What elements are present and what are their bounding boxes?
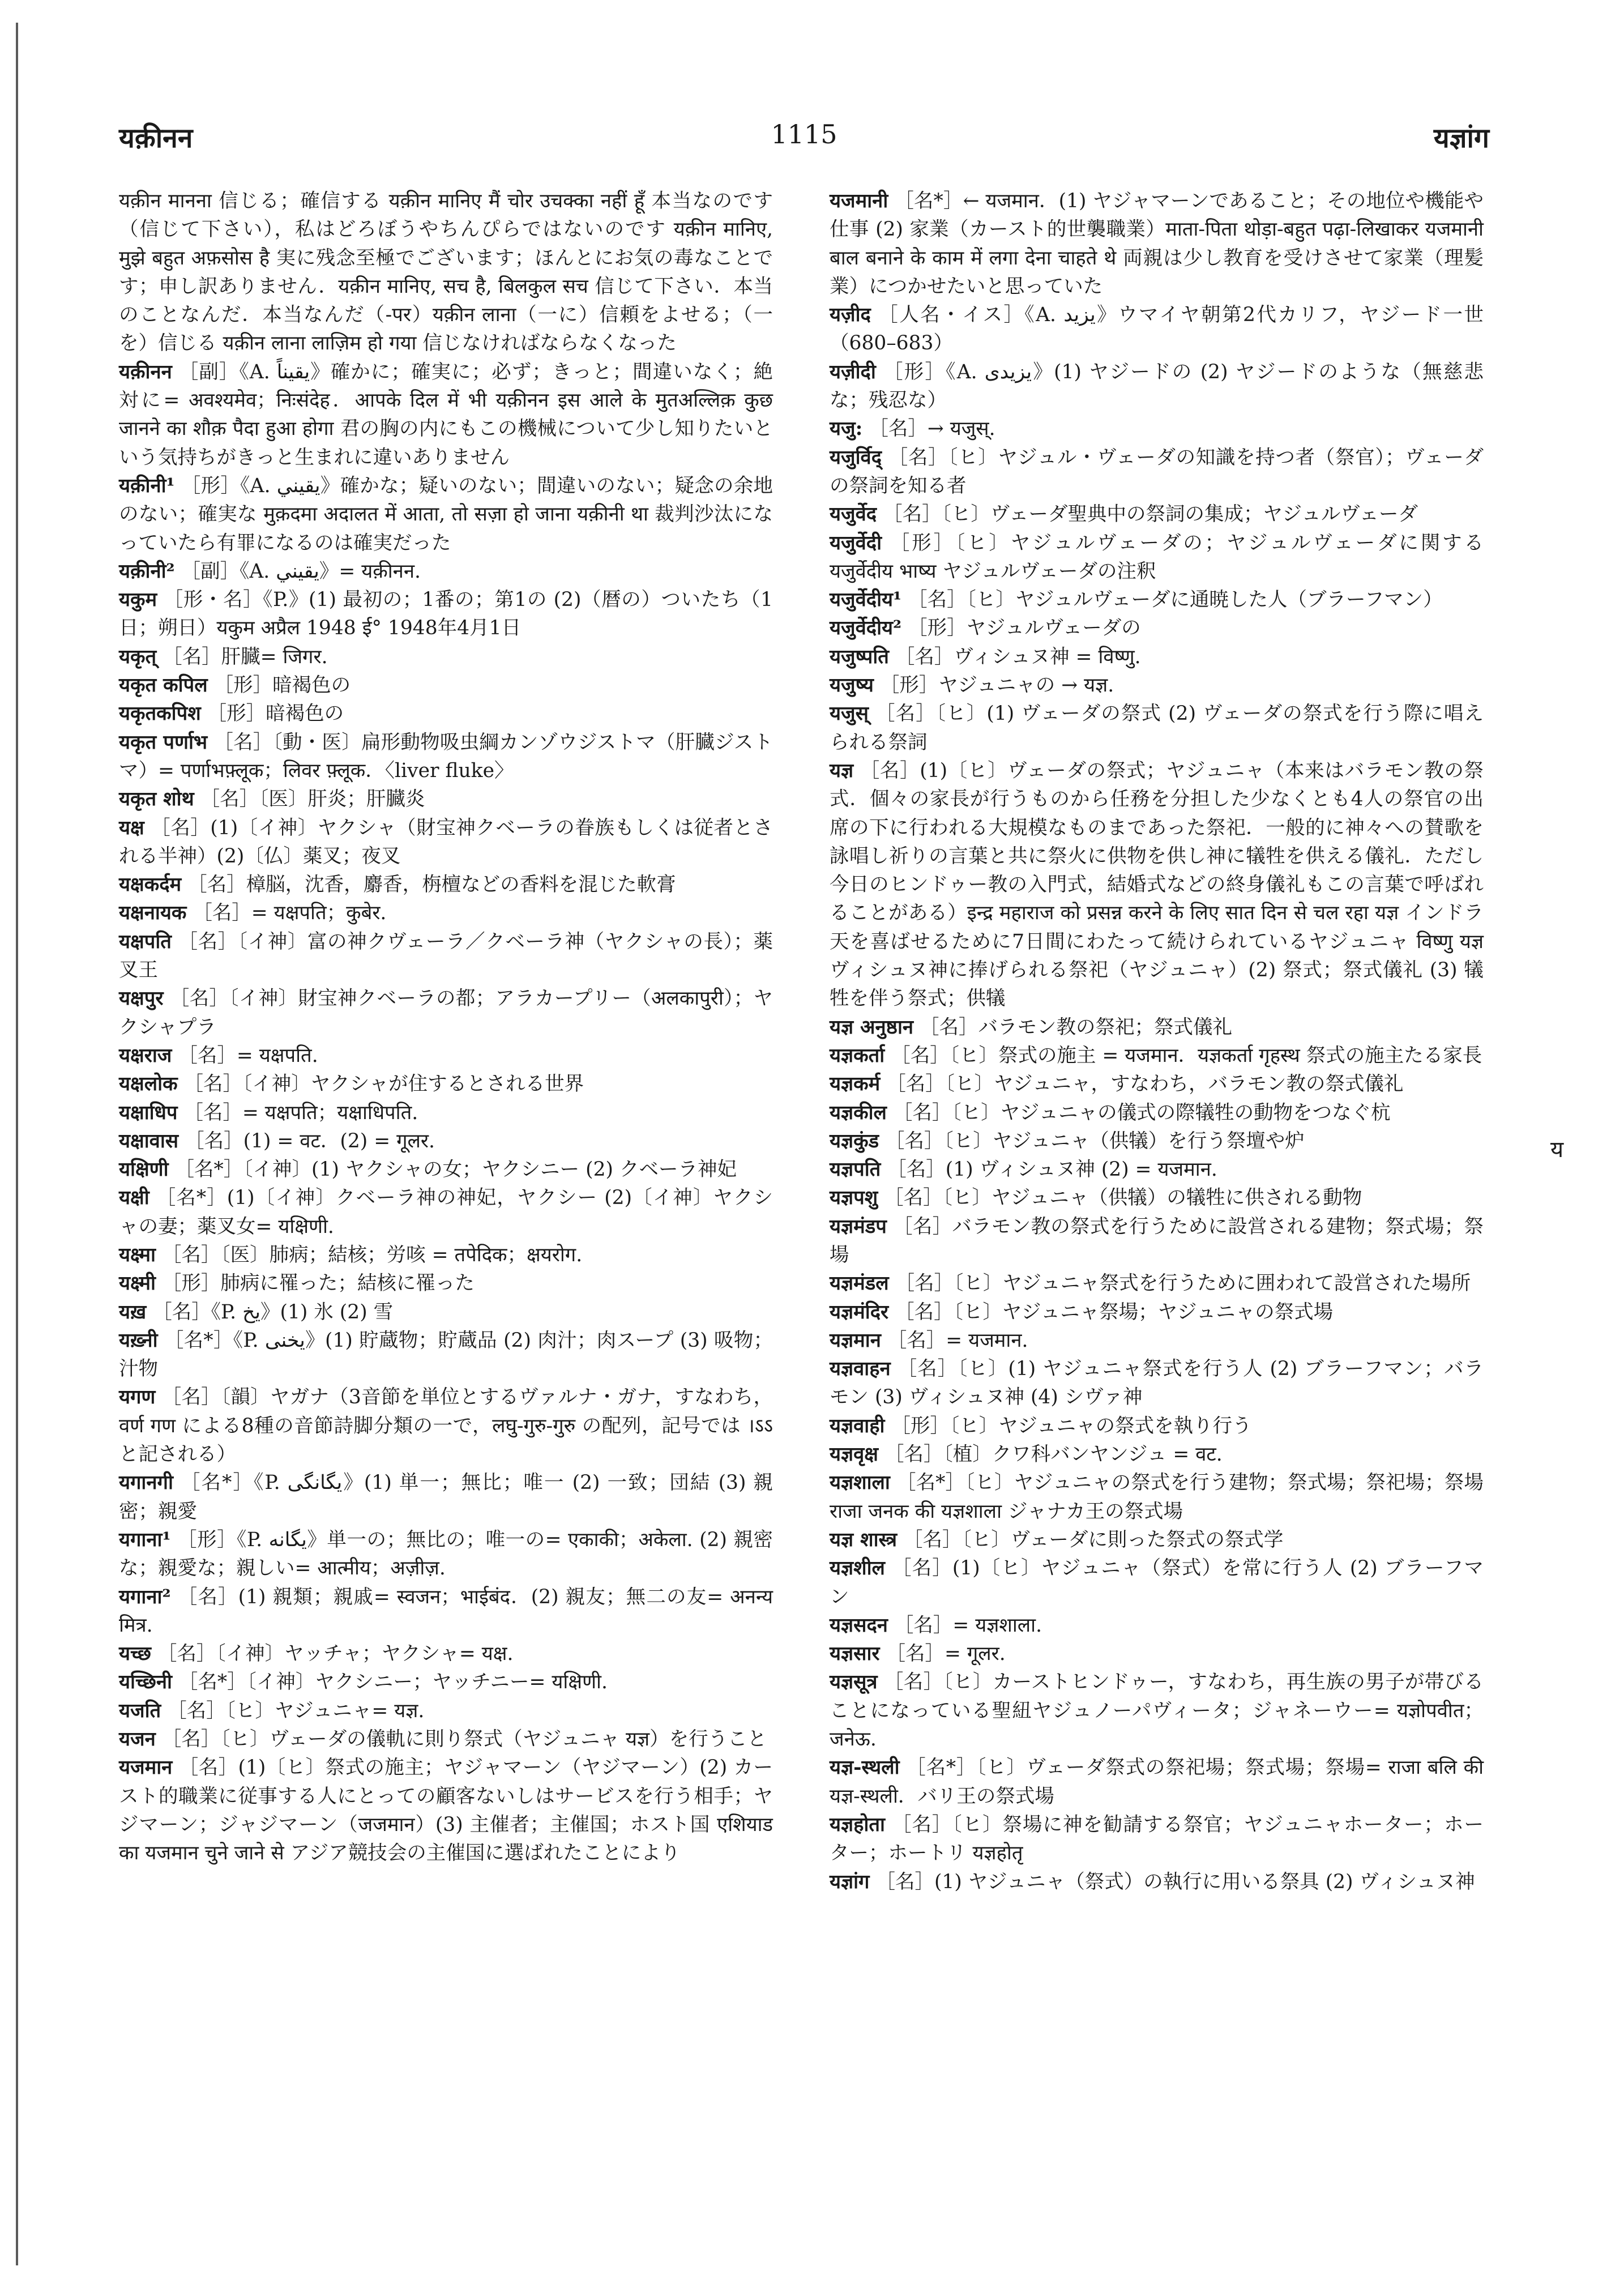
entry-definition: ［副］《A. يقيناً》確かに；確実に；必ず；きっと；間違いなく；絶対に= अवश्यमेव；निःसंदेह．आपके दिल में भी यक़ीनन इस आले के मुतअल्लिक़ कुछ जानने का शौक़ पैदा हुआ होगा 君の胸の内にもこの機械について少し知りたいという気持ちがきっと生まれに違いありません bbox=[119, 360, 773, 469]
entry-definition: ［名］(1) ヤジュニャ（祭式）の執行に用いる祭具 (2) ヴィシュヌ神 bbox=[875, 1870, 1475, 1893]
entry-definition: ［形］《P. يگانه》単一の；無比の；唯一の= एकाकी；अकेला. (2) 親密な；親愛な；親しい= आत्मीय；अज़ीज़. bbox=[119, 1528, 773, 1580]
entry-headword: यख़ bbox=[119, 1300, 147, 1324]
entry-definition: ［名*］《P. يگانگى》(1) 単一；無比；唯一 (2) 一致；団結 (3) 親密；親愛 bbox=[119, 1471, 773, 1523]
entry-headword: यज्ञमंडल bbox=[830, 1272, 889, 1295]
dictionary-entry bbox=[119, 1753, 773, 1867]
entry-headword: यज़ीद bbox=[830, 304, 871, 327]
dictionary-entry bbox=[119, 1184, 773, 1241]
dictionary-entry bbox=[119, 1042, 773, 1070]
dictionary-entry bbox=[830, 1668, 1484, 1753]
entry-definition: ［名］〔イ神〕ヤッチャ；ヤクシャ= यक्ष. bbox=[157, 1642, 514, 1666]
entry-definition: ［名］〔植〕クワ科バンヤンジュ = वट. bbox=[884, 1443, 1223, 1466]
dictionary-entry bbox=[830, 301, 1484, 358]
dictionary-entry bbox=[830, 1127, 1484, 1155]
entry-definition: ［名］(1)〔ヒ〕ヤジュニャ（祭式）を常に行う人 (2) ブラーフマン bbox=[830, 1557, 1484, 1608]
dictionary-entry bbox=[119, 899, 773, 927]
entry-headword: यज्ञवाही bbox=[830, 1414, 885, 1437]
entry-headword: यज्ञमंडप bbox=[830, 1215, 887, 1238]
entry-headword: यजुर्वेदीय² bbox=[830, 617, 902, 640]
entry-headword: यज्ञसदन bbox=[830, 1614, 888, 1637]
entry-headword: यज्ञपशु bbox=[830, 1186, 878, 1210]
entry-headword: यकृत पर्णाभ bbox=[119, 731, 208, 754]
dictionary-entry bbox=[830, 1753, 1484, 1811]
dictionary-entry bbox=[830, 1099, 1484, 1127]
entry-definition: ［名］〔ヒ〕ヤジュニャ（供犠）を行う祭壇や炉 bbox=[885, 1129, 1305, 1153]
entry-definition: ［名］〔ヒ〕ヤジュル・ヴェーダの知識を持つ者（祭官）；ヴェーダの祭詞を知る者 bbox=[830, 446, 1484, 497]
dictionary-entry bbox=[830, 187, 1484, 301]
entry-definition: ［副］《A. يقيني》= यक़ीनन. bbox=[181, 560, 421, 583]
entry-definition: ［形］ヤジュルヴェーダの bbox=[908, 617, 1141, 640]
dictionary-entry bbox=[830, 1326, 1484, 1355]
entry-definition: ［名］(1)〔ヒ〕祭式の施主；ヤジャマーン（ヤジマーン）(2) カースト的職業に従事する人にとっての顧客ないしはサービスを行う相手；ヤジマーン；ジャジマーン（जजमान）(3) 主催者；主催国；ホスト国 एशियाड का यजमान चुने जाने से アジア競技会の主催国に選ばれたことにより bbox=[119, 1756, 773, 1865]
dictionary-entry bbox=[119, 984, 773, 1042]
entry-definition: ［形］〔ヒ〕ヤジュルヴェーダの；ヤジュルヴェーダに関する यजुर्वेदीय भाष्य ヤジュルヴェーダの注釈 bbox=[830, 531, 1484, 583]
entry-definition: ［名*］〔イ神〕(1) ヤクシャの女；ヤクシニー (2) クベーラ神妃 bbox=[174, 1158, 737, 1181]
entry-headword: यच्छ bbox=[119, 1642, 151, 1666]
left-column bbox=[119, 187, 773, 1868]
entry-definition: ［形］《A. يقيني》確かな；疑いのない；間違いのない；疑念の余地のない；確実な मुक़दमा अदालत में आता, तो सज़ा हो जाना यक़ीनी था 裁判沙汰になっていたら有罪になるのは確実だった bbox=[119, 474, 773, 554]
entry-headword: यच्छिनी bbox=[119, 1671, 172, 1694]
entry-headword: यक्ष bbox=[119, 816, 144, 839]
entry-headword: यक्षाधिप bbox=[119, 1101, 178, 1124]
entry-headword: यकृत शोथ bbox=[119, 788, 194, 811]
entry-definition: ［形］《A. يزيدى》(1) ヤジードの (2) ヤジードのような（無慈悲な；残忍な） bbox=[830, 360, 1484, 412]
dictionary-entry bbox=[119, 728, 773, 786]
entry-headword: यजमानी bbox=[830, 190, 888, 212]
entry-definition: ［名］バラモン教の祭式を行うために設営される建物；祭式場；祭場 bbox=[830, 1215, 1484, 1266]
dictionary-entry bbox=[830, 1213, 1484, 1270]
dictionary-entry bbox=[119, 472, 773, 557]
entry-headword: यक़ीनी² bbox=[119, 560, 175, 583]
entry-definition: ［名］(1)〔イ神〕ヤクシャ（財宝神クベーラの眷族もしくは従者とされる半神）(2)〔仏〕薬叉；夜叉 bbox=[119, 816, 773, 868]
dictionary-entry bbox=[830, 1526, 1484, 1554]
dictionary-entry bbox=[830, 1811, 1484, 1868]
entry-headword: यक्षपति bbox=[119, 930, 172, 953]
dictionary-entry bbox=[119, 1127, 773, 1155]
entry-headword: यज्ञमंदिर bbox=[830, 1300, 889, 1324]
dictionary-entry bbox=[119, 1155, 773, 1184]
entry-definition: ［名*］〔ヒ〕ヤジュニャの祭式を行う建物；祭式場；祭祀場；祭場 राजा जनक की यज्ञशाला ジャナカ王の祭式場 bbox=[830, 1471, 1484, 1523]
page-number: 1115 bbox=[771, 119, 837, 150]
entry-headword: यजुष्य bbox=[830, 674, 874, 697]
entry-definition: ［形］暗褐色の bbox=[213, 674, 351, 697]
entry-definition: ［名］《P. يخ》(1) 氷 (2) 雪 bbox=[152, 1300, 394, 1324]
entry-definition: ［名*］〔ヒ〕ヴェーダ祭式の祭祀場；祭式場；祭場= राजा बलि की यज्ञ-स्थली．バリ王の祭式場 bbox=[830, 1756, 1484, 1808]
entry-definition: ［名］ヴィシュヌ神 = विष्णु. bbox=[895, 645, 1141, 668]
entry-headword: यक्षपुर bbox=[119, 987, 164, 1010]
entry-headword: यज्ञशाला bbox=[830, 1471, 890, 1495]
entry-definition: ［名］= यजमान. bbox=[887, 1329, 1028, 1352]
entry-definition: यक़ीन मानना 信じる；確信する यक़ीन मानिए मैं चोर उचक्का नहीं हूँ 本当なのです（信じて下さい），私はどろぼうやちんぴらではないのです यक़ीन मानिए, मुझे बहुत अफ़सोस है 実に残念至極でございます；ほんとにお気の毒なことです；申し訳ありません．यक़ीन मानिए, सच है, बिलकुल सच 信じて下さい．本当のことなんだ．本当なんだ（-पर）यक़ीन लाना（一に）信頼をよせる；（一を）信じる यक़ीन लाना लाज़िम हो गया 信じなければならなくなった bbox=[119, 190, 773, 355]
dictionary-entry bbox=[119, 1640, 773, 1668]
dictionary-entry bbox=[830, 1355, 1484, 1412]
entry-headword: यजमान bbox=[119, 1756, 173, 1779]
entry-headword: यजन bbox=[119, 1728, 156, 1751]
entry-headword: यज्ञांग bbox=[830, 1870, 870, 1893]
entry-definition: ［名］〔ヒ〕(1) ヤジュニャ祭式を行う人 (2) ブラーフマン；バラモン (3) ヴィシュヌ神 (4) シヴァ神 bbox=[830, 1358, 1484, 1409]
dictionary-entry bbox=[830, 757, 1484, 1013]
entry-headword: यजुष्पति bbox=[830, 645, 889, 668]
dictionary-entry bbox=[119, 1099, 773, 1127]
entry-definition: ［名］(1) ヴィシュヌ神 (2) = यजमान. bbox=[887, 1158, 1217, 1181]
entry-headword: यज्ञकर्ता bbox=[830, 1044, 885, 1067]
entry-headword: यजुर्वेदीय¹ bbox=[830, 588, 902, 612]
dictionary-entry bbox=[119, 814, 773, 871]
entry-headword: यजुर्वेद bbox=[830, 503, 877, 526]
entry-definition: ［名*］(1)〔イ神〕クベーラ神の神妃，ヤクシー (2)〔イ神〕ヤクシャの妻；薬叉女= यक्षिणी. bbox=[119, 1186, 773, 1238]
entry-definition: ［名］(1) = वट．(2) = गूलर. bbox=[185, 1129, 435, 1153]
entry-headword: यज़ीदी bbox=[830, 360, 876, 383]
dictionary-entry bbox=[830, 1868, 1484, 1896]
entry-definition: ［名］(1) 親類；親戚= स्वजन；भाईबंद．(2) 親友；無二の友= अनन्य मित्र. bbox=[119, 1585, 773, 1637]
entry-headword: यज्ञपति bbox=[830, 1158, 881, 1181]
entry-definition: ［名*］《P. يخنى》(1) 貯蔵物；貯蔵品 (2) 肉汁；肉スープ (3) 吸物；汁物 bbox=[119, 1329, 773, 1381]
dictionary-entry bbox=[830, 1412, 1484, 1440]
dictionary-entry bbox=[119, 785, 773, 813]
entry-definition: ［名］樟脳，沈香，麝香，栴檀などの香料を混じた軟膏 bbox=[187, 873, 676, 897]
entry-definition: ［名］〔ヒ〕祭場に神を勧請する祭官；ヤジュニャホーター；ホーター；ホートリ यज्ञहोतृ bbox=[830, 1813, 1484, 1865]
entry-headword: यजति bbox=[119, 1699, 161, 1722]
entry-headword: यज्ञकुंड bbox=[830, 1129, 879, 1153]
entry-headword: यक्षावास bbox=[119, 1129, 179, 1153]
entry-definition: ［名］〔動・医〕扁形動物吸虫綱カンゾウジストマ（肝臓ジストマ）= पर्णाभफ़्लूक；लिवर फ़्लूक．〈liver fluke〉 bbox=[119, 731, 773, 782]
entry-definition: ［名］〔ヒ〕ヴェーダ聖典中の祭詞の集成；ヤジュルヴェーダ bbox=[883, 503, 1418, 526]
page-header bbox=[119, 119, 1489, 164]
dictionary-entry bbox=[830, 1469, 1484, 1526]
dictionary-entry bbox=[830, 1554, 1484, 1611]
entry-definition: ［名］〔ヒ〕ヤジュニャ祭場；ヤジュニャの祭式場 bbox=[895, 1300, 1334, 1324]
entry-headword: यजुस् bbox=[830, 702, 869, 725]
entry-definition: ［名］〔韻〕ヤガナ（3音節を単位とするヴァルナ・ガナ，すなわち，वर्ण गण による8種の音節詩脚分類の一で，लघु-गुरु-गुरु の配列，記号では ।ऽऽ と記される） bbox=[119, 1386, 773, 1466]
entry-definition: ［名］〔ヒ〕ヤジュニャ，すなわち，バラモン教の祭式儀礼 bbox=[886, 1073, 1404, 1096]
dictionary-entry bbox=[830, 1640, 1484, 1668]
dictionary-entry bbox=[830, 671, 1484, 699]
entry-headword: यज्ञवृक्ष bbox=[830, 1443, 879, 1466]
dictionary-entry bbox=[830, 1184, 1484, 1212]
entry-definition: ［名］〔ヒ〕ヤジュニャ祭式を行うために囲われて設営された場所 bbox=[895, 1272, 1471, 1295]
entry-definition: ［名］〔ヒ〕祭式の施主 = यजमान．यज्ञकर्ता गृहस्थ 祭式の施主たる家長 bbox=[891, 1044, 1482, 1067]
entry-headword: यक़ीनी¹ bbox=[119, 474, 175, 497]
entry-headword: यकुम bbox=[119, 588, 157, 612]
entry-headword: यजुर्विद् bbox=[830, 446, 882, 469]
entry-headword: यगाना¹ bbox=[119, 1528, 171, 1551]
entry-definition: ［名］〔ヒ〕ヤジュルヴェーダに通暁した人（ブラーフマン） bbox=[908, 588, 1443, 612]
dictionary-entry bbox=[830, 1070, 1484, 1098]
entry-headword: यकृत् bbox=[119, 645, 157, 668]
dictionary-entry bbox=[119, 1326, 773, 1384]
dictionary-entry bbox=[119, 1725, 773, 1753]
dictionary-entry bbox=[119, 1241, 773, 1269]
dictionary-entry bbox=[119, 928, 773, 985]
entry-definition: ［形］肺病に罹った；結核に罹った bbox=[161, 1272, 475, 1295]
dictionary-entry bbox=[119, 557, 773, 586]
entry-definition: ［名］→ यजुस्. bbox=[869, 417, 995, 441]
entry-headword: यगाना² bbox=[119, 1585, 171, 1608]
entry-definition: ［名*］〔イ神〕ヤクシニー；ヤッチニー= यक्षिणी. bbox=[178, 1671, 608, 1694]
dictionary-entry bbox=[830, 1298, 1484, 1326]
dictionary-entry bbox=[830, 1013, 1484, 1042]
entry-headword: यज्ञसार bbox=[830, 1642, 880, 1666]
entry-definition: ［名］= गूलर. bbox=[886, 1642, 1006, 1666]
entry-headword: यज्ञ-स्थली bbox=[830, 1756, 900, 1779]
dictionary-entry bbox=[119, 1697, 773, 1725]
entry-definition: ［名］〔医〕肺病；結核；労咳 = तपेदिक；क्षयरोग. bbox=[161, 1243, 583, 1266]
entry-headword: यक्षनायक bbox=[119, 902, 187, 925]
entry-definition: ［形］〔ヒ〕ヤジュニャの祭式を執り行う bbox=[891, 1414, 1252, 1437]
entry-headword: यगानगी bbox=[119, 1471, 173, 1495]
dictionary-entry bbox=[119, 1668, 773, 1696]
entry-definition: ［名］肝臓= जिगर. bbox=[163, 645, 328, 668]
dictionary-entry bbox=[830, 500, 1484, 528]
entry-definition: ［名］(1)〔ヒ〕ヴェーダの祭式；ヤジュニャ（本来はバラモン教の祭式．個々の家長が行うものから任務を分担した少なくとも4人の祭官の出席の下に行われる大規模なものまであった祭祀．一般的に神々への賛歌を詠唱し祈りの言葉と共に祭火に供物を供し神に犠牲を供える儀礼．ただし今日のヒンドゥー教の入門式，結婚式などの終身儀礼もこの言葉で呼ばれることがある）इन्द्र महाराज को प्रसन्न करने के लिए सात दिन से चल रहा यज्ञ インドラ天を喜ばせるために7日間にわたって続けられているヤジュニャ विष्णु यज्ञ ヴィシュヌ神に捧げられる祭祀（ヤジュニャ）(2) 祭式；祭式儀礼 (3) 犠牲を伴う祭式；供犠 bbox=[830, 759, 1484, 1010]
entry-definition: ［名］〔イ神〕ヤクシャが住するとされる世界 bbox=[183, 1073, 584, 1096]
dictionary-entry bbox=[119, 1526, 773, 1583]
dictionary-entry bbox=[119, 671, 773, 699]
entry-headword: यगण bbox=[119, 1386, 156, 1409]
entry-definition: ［名］〔ヒ〕ヤジュニャ= यज्ञ. bbox=[167, 1699, 425, 1722]
dictionary-entry bbox=[830, 699, 1484, 757]
dictionary-entry bbox=[830, 614, 1484, 642]
dictionary-entry bbox=[119, 643, 773, 671]
entry-headword: यक्षी bbox=[119, 1186, 149, 1210]
entry-headword: यक्ष्मी bbox=[119, 1272, 156, 1295]
dictionary-entry bbox=[830, 443, 1484, 501]
dictionary-entry bbox=[119, 1383, 773, 1469]
entry-headword: यज्ञकील bbox=[830, 1101, 887, 1124]
dictionary-entry bbox=[119, 1269, 773, 1297]
entry-headword: यख़्नी bbox=[119, 1329, 158, 1352]
entry-headword: यज्ञ शास्त्र bbox=[830, 1528, 897, 1551]
dictionary-entry bbox=[830, 358, 1484, 415]
dictionary-entry bbox=[119, 1583, 773, 1640]
entry-headword: यज्ञ अनुष्ठान bbox=[830, 1015, 914, 1039]
entry-headword: यज्ञ bbox=[830, 759, 854, 782]
entry-definition: ［名］〔ヒ〕ヴェーダの儀軌に則り祭式（ヤジュニャ यज्ञ）を行うこと bbox=[161, 1728, 767, 1751]
dictionary-entry bbox=[119, 1469, 773, 1526]
entry-definition: ［名］= यक्षपति；यक्षाधिपति. bbox=[183, 1101, 418, 1124]
entry-headword: यजु: bbox=[830, 417, 863, 441]
entry-definition: ［名］バラモン教の祭祀；祭式儀礼 bbox=[920, 1015, 1233, 1039]
right-running-headword: यज्ञांग bbox=[1433, 122, 1489, 154]
entry-headword: यक़ीनन bbox=[119, 360, 172, 383]
entry-definition: ［名］〔ヒ〕ヤジュニャの儀式の際犠牲の動物をつなぐ杭 bbox=[892, 1101, 1391, 1124]
entry-definition: ［形・名］《P.》(1) 最初の；1番の；第1の (2)（暦の）ついたち（1日；朔日）यकुम अप्रैल 1948 ई° 1948年4月1日 bbox=[119, 588, 773, 640]
entry-headword: यजुर्वेदी bbox=[830, 531, 882, 554]
entry-definition: ［人名・イス］《A. يزيد》ウマイヤ朝第2代カリフ，ヤジード一世（680–683） bbox=[830, 304, 1484, 355]
dictionary-entry bbox=[830, 643, 1484, 671]
entry-definition: ［名*］← यजमान．(1) ヤジャマーンであること；その地位や機能や仕事 (2) 家業（カースト的世襲職業）माता-पिता थोड़ा-बहुत पढ़ा-लिखाकर यजमानी बाल बनाने के काम में लगा देना चाहते थे 両親は少し教育を受けさせて家業（理髪業）につかせたいと思っていた bbox=[830, 190, 1484, 298]
dictionary-entry bbox=[119, 586, 773, 643]
dictionary-entry bbox=[119, 699, 773, 728]
dictionary-entry bbox=[119, 358, 773, 472]
dictionary-entry bbox=[119, 187, 773, 358]
dictionary-entry bbox=[830, 1611, 1484, 1640]
entry-definition: ［形］ヤジュニャの → यज्ञ. bbox=[879, 674, 1114, 697]
entry-headword: यक्षलोक bbox=[119, 1073, 178, 1096]
entry-definition: ［名］〔ヒ〕(1) ヴェーダの祭式 (2) ヴェーダの祭式を行う際に唱えられる祭詞 bbox=[830, 702, 1484, 754]
entry-headword: यक्षकर्दम bbox=[119, 873, 182, 897]
entry-headword: यकृतकपिश bbox=[119, 702, 201, 725]
entry-definition: ［形］暗褐色の bbox=[207, 702, 344, 725]
left-running-headword: यक़ीनन bbox=[119, 122, 193, 154]
entry-definition: ［名］〔イ神〕富の神クヴェーラ／クベーラ神（ヤクシャの長）；薬叉王 bbox=[119, 930, 773, 982]
dictionary-entry bbox=[830, 1042, 1484, 1070]
entry-headword: यज्ञहोता bbox=[830, 1813, 885, 1836]
entry-definition: ［名］〔ヒ〕カーストヒンドゥー，すなわち，再生族の男子が帯びることになっている聖紐ヤジュノーパヴィータ；ジャネーウー= यज्ञोपवीत；जनेऊ. bbox=[830, 1671, 1484, 1751]
dictionary-entry bbox=[830, 1155, 1484, 1184]
dictionary-entry bbox=[830, 1269, 1484, 1297]
entry-definition: ［名］〔医〕肝炎；肝臓炎 bbox=[200, 788, 425, 811]
section-thumb-index: य bbox=[1550, 1137, 1564, 1163]
dictionary-entry bbox=[119, 1298, 773, 1326]
dictionary-entry bbox=[830, 586, 1484, 614]
entry-definition: ［名］〔ヒ〕ヤジュニャ（供犠）の犠牲に供される動物 bbox=[884, 1186, 1362, 1210]
entry-headword: यक्ष्मा bbox=[119, 1243, 156, 1266]
entry-headword: यकृत कपिल bbox=[119, 674, 208, 697]
entry-headword: यक्षराज bbox=[119, 1044, 172, 1067]
right-column bbox=[830, 187, 1484, 1896]
dictionary-entry bbox=[830, 1440, 1484, 1469]
entry-definition: ［名］〔イ神〕財宝神クベーラの都；アラカープリー（अलकापुरी）；ヤクシャプラ bbox=[119, 987, 773, 1039]
entry-headword: यज्ञशील bbox=[830, 1557, 885, 1580]
entry-headword: यज्ञमान bbox=[830, 1329, 881, 1352]
entry-headword: यज्ञकर्म bbox=[830, 1073, 881, 1096]
dictionary-entry bbox=[119, 1070, 773, 1098]
dictionary-entry bbox=[830, 415, 1484, 443]
entry-definition: ［名］= यक्षपति；कुबेर. bbox=[193, 902, 387, 925]
dictionary-entry bbox=[119, 870, 773, 899]
page-edge-rule bbox=[16, 23, 18, 2265]
entry-definition: ［名］= यक्षपति. bbox=[178, 1044, 318, 1067]
entry-headword: यज्ञवाहन bbox=[830, 1358, 891, 1381]
entry-headword: यक्षिणी bbox=[119, 1158, 169, 1181]
dictionary-entry bbox=[830, 529, 1484, 586]
entry-headword: यज्ञसूत्र bbox=[830, 1671, 878, 1694]
entry-definition: ［名］= यज्ञशाला. bbox=[894, 1614, 1042, 1637]
entry-definition: ［名］〔ヒ〕ヴェーダに則った祭式の祭式学 bbox=[903, 1528, 1284, 1551]
